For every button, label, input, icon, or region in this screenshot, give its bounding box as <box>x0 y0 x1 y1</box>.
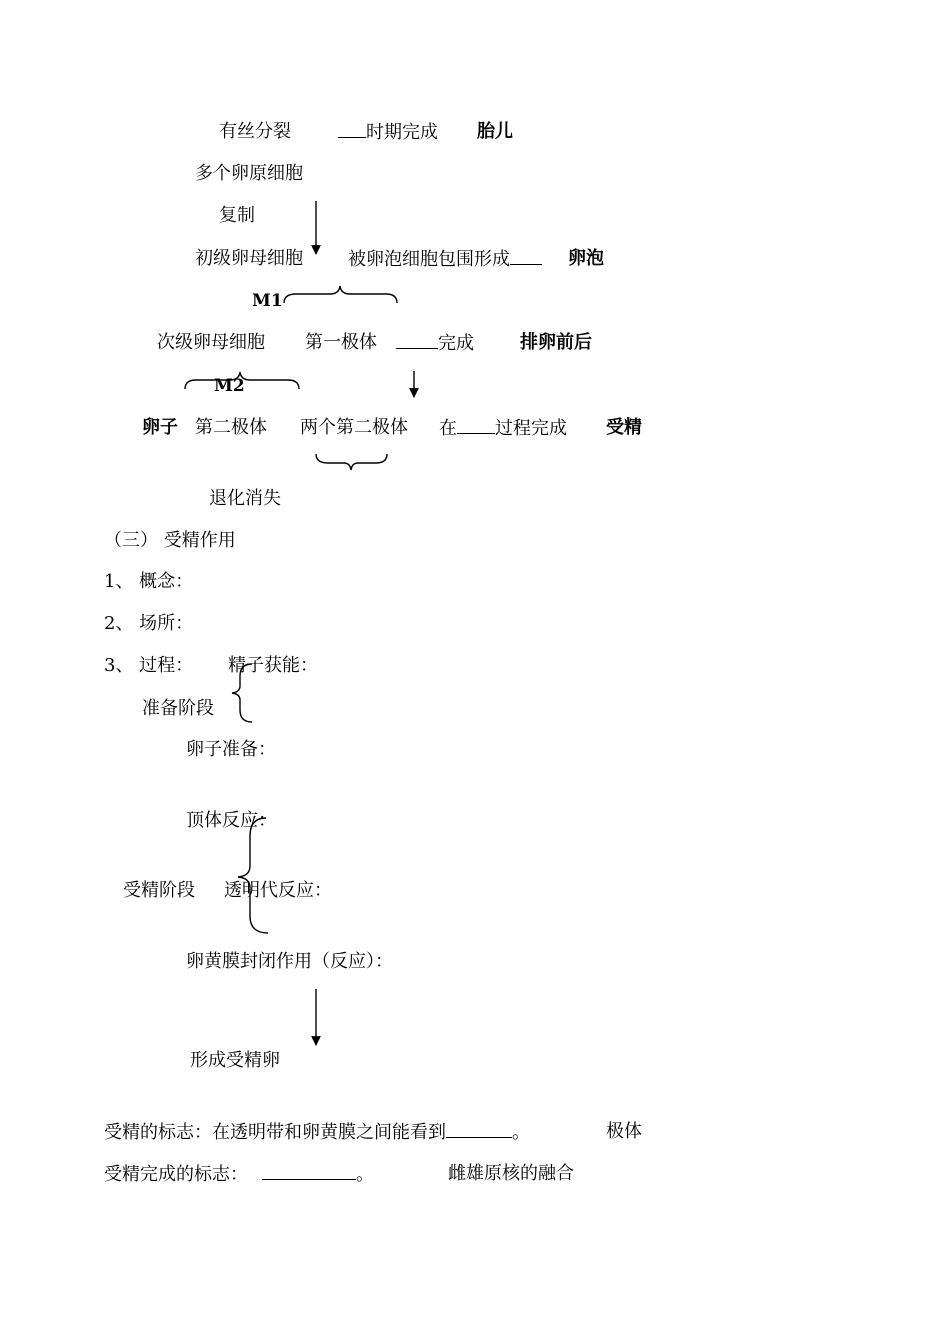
answer-ovulation: 排卵前后 <box>520 332 592 353</box>
blank-4 <box>457 417 495 434</box>
first-polar-body-label: 第一极体 <box>305 332 377 353</box>
item-process: 3、 过程： <box>104 655 194 676</box>
primary-oocyte-label: 初级卵母细胞 <box>195 248 303 269</box>
acrosome-reaction: 顶体反应： <box>186 810 276 831</box>
m2-done <box>439 417 567 440</box>
blank-2 <box>510 248 542 265</box>
m2-label: M2 <box>214 376 245 396</box>
answer-follicle: 卵泡 <box>568 248 604 269</box>
brace-m1 <box>284 286 397 303</box>
answer-pronuclei: 雌雄原核的融合 <box>448 1163 574 1184</box>
m1-label: M1 <box>252 291 283 311</box>
secondary-oocyte-label: 次级卵母细胞 <box>157 332 265 353</box>
blank-3 <box>396 332 438 349</box>
fert-complete-text: 受精完成的标志： <box>104 1164 248 1185</box>
second-polar-body-label: 第二极体 <box>195 417 267 438</box>
mitosis-label: 有丝分裂 <box>219 121 291 142</box>
follicle-text-label: 被卵泡细胞包围形成 <box>348 249 510 270</box>
answer-fertilization: 受精 <box>606 417 642 438</box>
fert-complete-end: 。 <box>356 1164 374 1185</box>
zygote-label: 形成受精卵 <box>190 1050 280 1071</box>
oogonia-label: 多个卵原细胞 <box>195 163 303 184</box>
m1-done <box>396 332 474 355</box>
fert-sign-text: 受精的标志：在透明带和卵黄膜之间能看到 <box>104 1122 446 1143</box>
m1-done-text: 完成 <box>438 333 474 354</box>
section-heading: （三） 受精作用 <box>104 530 236 551</box>
sperm-capacitation: 精子获能： <box>228 655 318 676</box>
mitosis-when <box>338 121 438 144</box>
blank-6 <box>262 1163 356 1180</box>
two-polar-bodies-label: 两个第二极体 <box>300 417 408 438</box>
vitelline-block: 卵黄膜封闭作用（反应）： <box>186 951 393 972</box>
egg-label: 卵子 <box>142 417 178 438</box>
item-location: 2、 场所： <box>104 613 194 634</box>
blank-5 <box>446 1121 512 1138</box>
item-concept: 1、 概念： <box>104 571 194 592</box>
degenerate-label: 退化消失 <box>209 488 281 509</box>
prep-stage: 准备阶段 <box>142 698 214 719</box>
follicle-text <box>348 248 542 271</box>
answer-polar-body: 极体 <box>606 1121 642 1142</box>
zona-reaction: 透明代反应： <box>224 880 332 901</box>
answer-fetus: 胎儿 <box>477 121 513 142</box>
blank-1 <box>338 121 366 138</box>
brace-fert <box>238 818 268 933</box>
replication-label: 复制 <box>219 205 255 226</box>
fert-sign-end: 。 <box>512 1122 530 1143</box>
mitosis-when-text: 时期完成 <box>366 122 438 143</box>
fert-stage: 受精阶段 <box>123 880 195 901</box>
fert-complete <box>104 1163 374 1186</box>
m2-in-text: 在 <box>439 418 457 439</box>
fert-sign <box>104 1121 530 1144</box>
brace-degenerate <box>316 454 387 470</box>
egg-prep: 卵子准备： <box>186 739 276 760</box>
m2-done-text: 过程完成 <box>495 418 567 439</box>
